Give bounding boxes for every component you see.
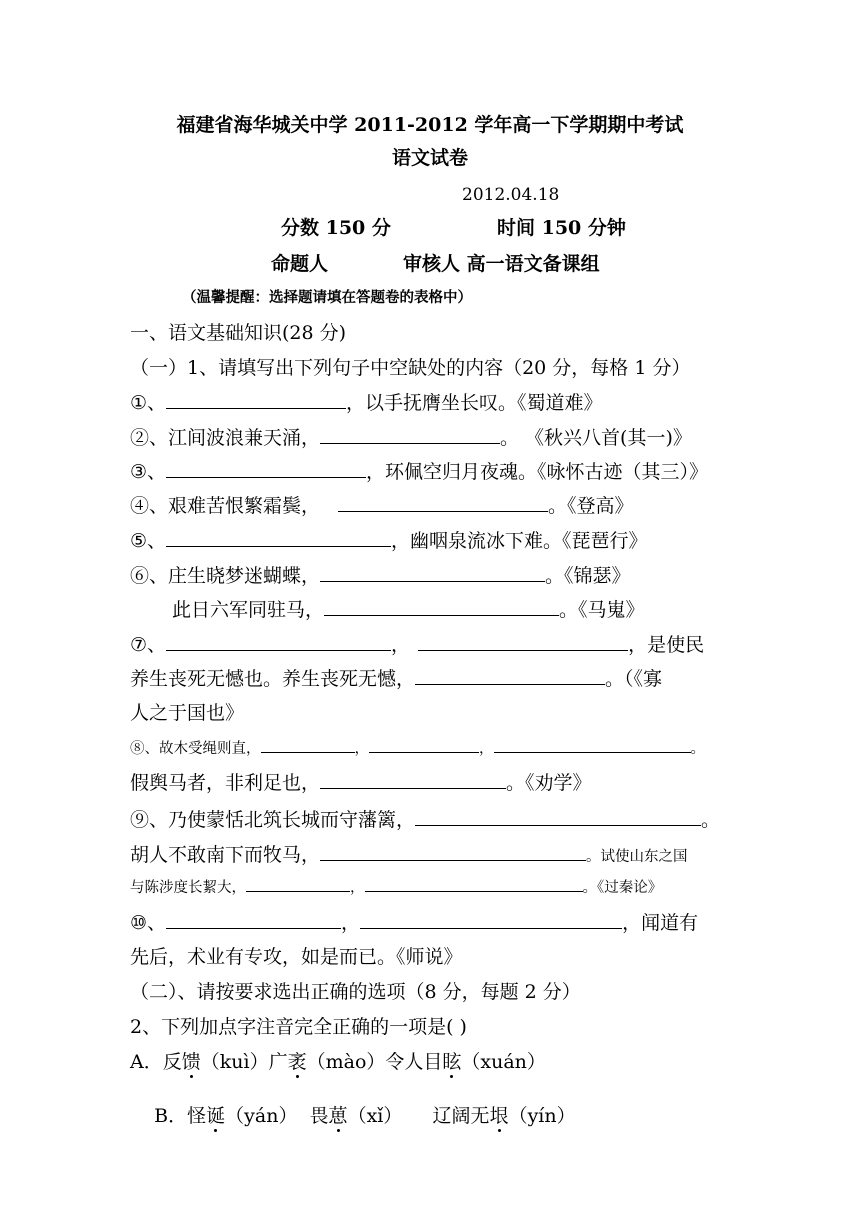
question-text: ④、艰难苦恨繁霜鬓，	[130, 495, 321, 517]
dotted-char: 垠	[489, 1105, 509, 1127]
question-9-line2	[130, 846, 688, 865]
answer-blank[interactable]	[320, 580, 545, 582]
question-number: ⑩、	[130, 912, 167, 934]
question-text: 此日六军同驻马，	[172, 599, 325, 621]
option-text: A．反	[130, 1051, 182, 1073]
option-a[interactable]	[130, 1053, 546, 1072]
question-text: ，是使民	[628, 634, 705, 656]
exam-score: 分数 150 分	[281, 217, 391, 239]
question-text: ，幽咽泉流冰下难。《琵琶行》	[391, 530, 648, 552]
question-8-line2	[130, 774, 592, 793]
separator: ，	[350, 880, 365, 896]
question-text: ⑧、故木受绳则直，	[130, 741, 261, 757]
dotted-char: 诞	[206, 1105, 226, 1127]
dotted-char: 馈	[181, 1051, 201, 1073]
question-text: ，以手抚膺坐长叹。《蜀道难》	[346, 392, 603, 414]
answer-blank[interactable]	[415, 824, 701, 826]
answer-blank[interactable]	[166, 407, 346, 409]
answer-blank[interactable]	[320, 787, 506, 789]
question-10	[130, 914, 698, 933]
punctuation: 。	[690, 741, 705, 757]
question-number: ⑤、	[130, 530, 167, 552]
question-1	[130, 394, 603, 413]
question-9	[130, 811, 720, 830]
question-7	[130, 636, 704, 655]
option-text: （yán） 畏	[225, 1105, 329, 1127]
option-text: （yín）	[508, 1105, 576, 1127]
option-b[interactable]	[130, 1088, 576, 1145]
question-source: 。《锦瑟》	[545, 565, 631, 587]
answer-blank[interactable]	[338, 510, 548, 512]
question-6-line2	[172, 601, 645, 620]
answer-blank[interactable]	[494, 751, 691, 753]
answer-blank[interactable]	[166, 927, 341, 929]
answer-blank[interactable]	[320, 442, 500, 444]
option-text: （kuì）广	[200, 1051, 288, 1073]
option-text: （mào）令人目	[306, 1051, 443, 1073]
answer-blank[interactable]	[246, 890, 350, 892]
question-text: ，闻道有	[622, 912, 699, 934]
question-text: ⑥、庄生晓梦迷蝴蝶，	[130, 565, 321, 587]
question-source: 。《过秦论》	[582, 880, 663, 896]
question-text: 。试使山东之国	[586, 849, 688, 865]
question-5	[130, 532, 648, 551]
separator: ，	[391, 634, 411, 656]
part2-heading: （二）、请按要求选出正确的选项（8 分，每题 2 分）	[130, 981, 581, 1003]
section-heading: 一、语文基础知识(28 分)	[130, 322, 347, 344]
answer-blank[interactable]	[369, 751, 479, 753]
dotted-char: 眩	[442, 1051, 462, 1073]
answer-blank[interactable]	[324, 614, 559, 616]
exam-reviewer: 审核人 高一语文备课组	[403, 253, 600, 275]
answer-blank[interactable]	[320, 859, 586, 861]
exam-date: 2012.04.18	[462, 185, 560, 205]
answer-blank[interactable]	[166, 545, 391, 547]
question-7-line2	[130, 670, 662, 689]
separator: ，	[479, 741, 494, 757]
exam-subtitle: 语文试卷	[391, 147, 468, 169]
question-text: 与陈涉度长絜大，	[130, 880, 246, 896]
exam-time: 时间 150 分钟	[497, 217, 626, 239]
question-text: 胡人不敢南下而牧马，	[130, 844, 321, 866]
answer-blank[interactable]	[166, 649, 391, 651]
question-4	[130, 497, 634, 516]
answer-blank[interactable]	[360, 927, 622, 929]
question-8	[130, 742, 705, 757]
separator: ，	[354, 741, 369, 757]
question-text: ，环佩空归月夜魂。《咏怀古迹（其三）》	[366, 461, 709, 483]
part1-heading: （一）1、请填写出下列句子中空缺处的内容（20 分，每格 1 分）	[130, 357, 691, 379]
answer-blank[interactable]	[166, 476, 366, 478]
question-text: ②、江间波浪兼天涌，	[130, 427, 321, 449]
exam-title: 福建省海华城关中学 2011-2012 学年高一下学期期中考试	[176, 114, 684, 136]
question-2-stem: 2、下列加点字注音完全正确的一项是( )	[130, 1016, 467, 1038]
question-source: 。《登高》	[548, 495, 634, 517]
punctuation: 。	[701, 809, 721, 831]
question-6	[130, 567, 631, 586]
question-source: 。 《秋兴八首(其一)》	[500, 427, 692, 449]
question-number: ⑦、	[130, 634, 167, 656]
option-text: （xuán）	[461, 1051, 546, 1073]
question-7-line3: 人之于国也》	[130, 702, 245, 724]
question-number: ①、	[130, 392, 167, 414]
option-text: （xǐ） 辽阔无	[347, 1105, 490, 1127]
dotted-char: 袤	[287, 1051, 307, 1073]
option-text: B．怪	[154, 1105, 207, 1127]
answer-blank[interactable]	[418, 649, 628, 651]
exam-reminder: （温馨提醒：选择题请填在答题卷的表格中）	[182, 289, 472, 306]
question-text: ⑨、乃使蒙恬北筑长城而守藩篱，	[130, 809, 416, 831]
question-text: 。（《寡	[605, 668, 663, 690]
question-10-line2: 先后，术业有专攻，如是而已。《师说》	[130, 946, 463, 968]
dotted-char: 葸	[328, 1105, 348, 1127]
question-3	[130, 463, 708, 482]
question-number: ③、	[130, 461, 167, 483]
question-text: 假舆马者，非利足也，	[130, 772, 321, 794]
question-source: 。《马嵬》	[559, 599, 645, 621]
separator: ，	[341, 912, 361, 934]
question-text: 养生丧死无憾也。养生丧死无憾，	[130, 668, 416, 690]
answer-blank[interactable]	[261, 751, 355, 753]
exam-author: 命题人	[271, 253, 329, 275]
answer-blank[interactable]	[365, 890, 583, 892]
question-2	[130, 429, 692, 448]
answer-blank[interactable]	[415, 683, 605, 685]
question-source: 。《劝学》	[506, 772, 592, 794]
question-9-line3	[130, 881, 662, 896]
